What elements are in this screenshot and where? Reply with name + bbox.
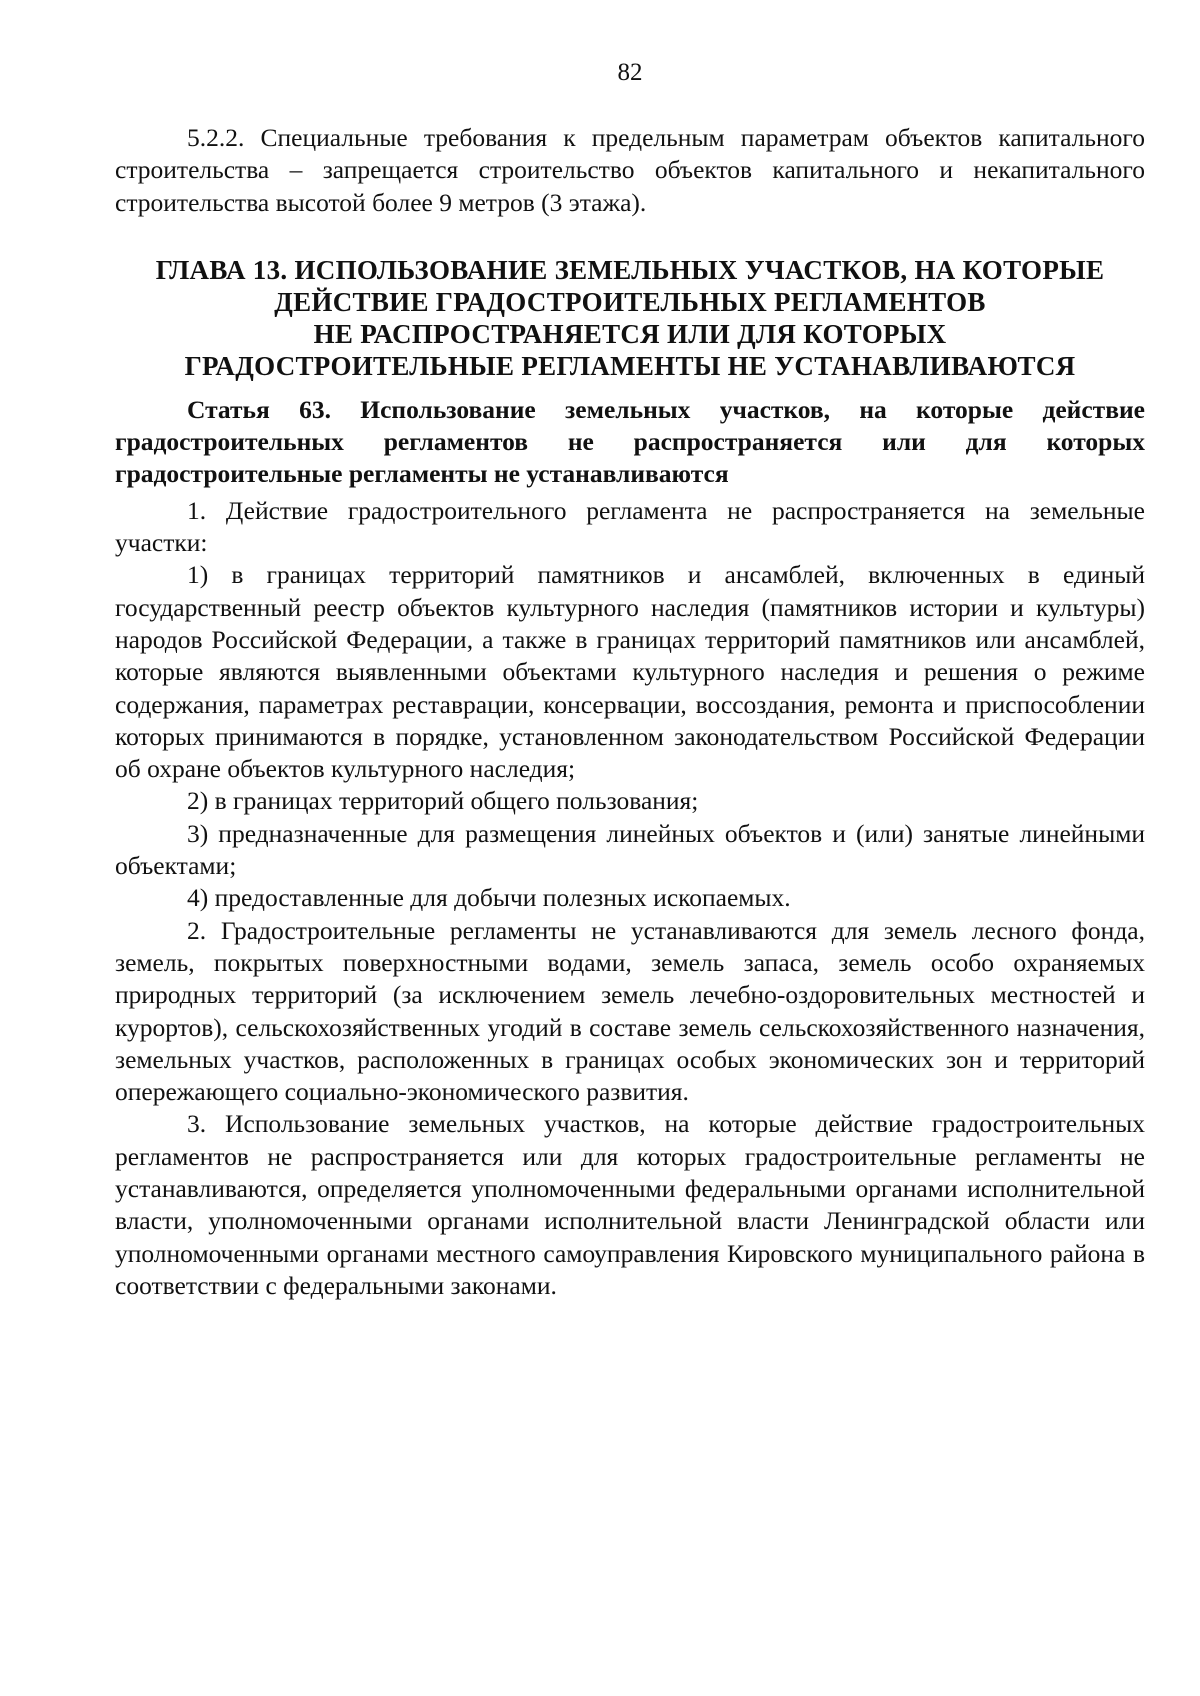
article-title: Статья 63. Использование земельных участков, на которые действие градостроительных регламентов не распространяется или для которых градостроительные регламенты не устанавливаются xyxy=(115,394,1145,489)
chapter-title xyxy=(115,254,1145,382)
subitem-4: 4) предоставленные для добычи полезных ископаемых. xyxy=(187,883,791,913)
page-number: 82 xyxy=(617,59,643,86)
subitem-3: 3) предназначенные для размещения линейных объектов и (или) занятые линейными объектами; xyxy=(115,818,1145,881)
chapter-title-line: НЕ РАСПРОСТРАНЯЕТСЯ ИЛИ ДЛЯ КОТОРЫХ xyxy=(313,318,947,349)
chapter-title-line: ГРАДОСТРОИТЕЛЬНЫЕ РЕГЛАМЕНТЫ НЕ УСТАНАВЛИВАЮТСЯ xyxy=(184,350,1076,381)
document-page xyxy=(115,58,1145,1302)
paragraph-5-2-2: 5.2.2. Специальные требования к предельным параметрам объектов капитального строительства – запрещается строительство объектов капитального и некапитального строительства высотой более 9 метров (3 этажа). xyxy=(115,123,1145,217)
subitem-2: 2) в границах территорий общего пользования; xyxy=(187,786,699,816)
item-2: 2. Градостроительные регламенты не устанавливаются для земель лесного фонда, земель, покрытых поверхностными водами, земель запаса, земель особо охраняемых природных территорий (за исключением земель лечебно-оздоровительных местностей и курортов), сельскохозяйственных угодий в составе земель сельскохозяйственного назначения, земельных участков, расположенных в границах особых экономических зон и территорий опережающего социально-экономического развития. xyxy=(115,915,1145,1107)
chapter-title-line: ГЛАВА 13. ИСПОЛЬЗОВАНИЕ ЗЕМЕЛЬНЫХ УЧАСТКОВ, НА КОТОРЫЕ xyxy=(155,254,1105,285)
item-3: 3. Использование земельных участков, на которые действие градостроительных регламентов не распространяется или для которых градостроительные регламенты не устанавливаются, определяется уполномоченными федеральными органами исполнительной власти, уполномоченными органами исполнительной власти Ленинградской области или уполномоченными органами местного самоуправления Кировского муниципального района в соответствии с федеральными законами. xyxy=(115,1109,1145,1300)
item-1-intro: 1. Действие градостроительного регламента не распространяется на земельные участки: xyxy=(115,495,1145,558)
chapter-title-line: ДЕЙСТВИЕ ГРАДОСТРОИТЕЛЬНЫХ РЕГЛАМЕНТОВ xyxy=(274,286,986,317)
subitem-1: 1) в границах территорий памятников и ансамблей, включенных в единый государственный реестр объектов культурного наследия (памятников истории и культуры) народов Российской Федерации, а также в границах территорий памятников или ансамблей, которые являются выявленными объектами культурного наследия и решения о режиме содержания, параметрах реставрации, консервации, воссоздания, ремонта и приспособлении которых принимаются в порядке, установленном законодательством Российской Федерации об охране объектов культурного наследия; xyxy=(115,560,1145,784)
